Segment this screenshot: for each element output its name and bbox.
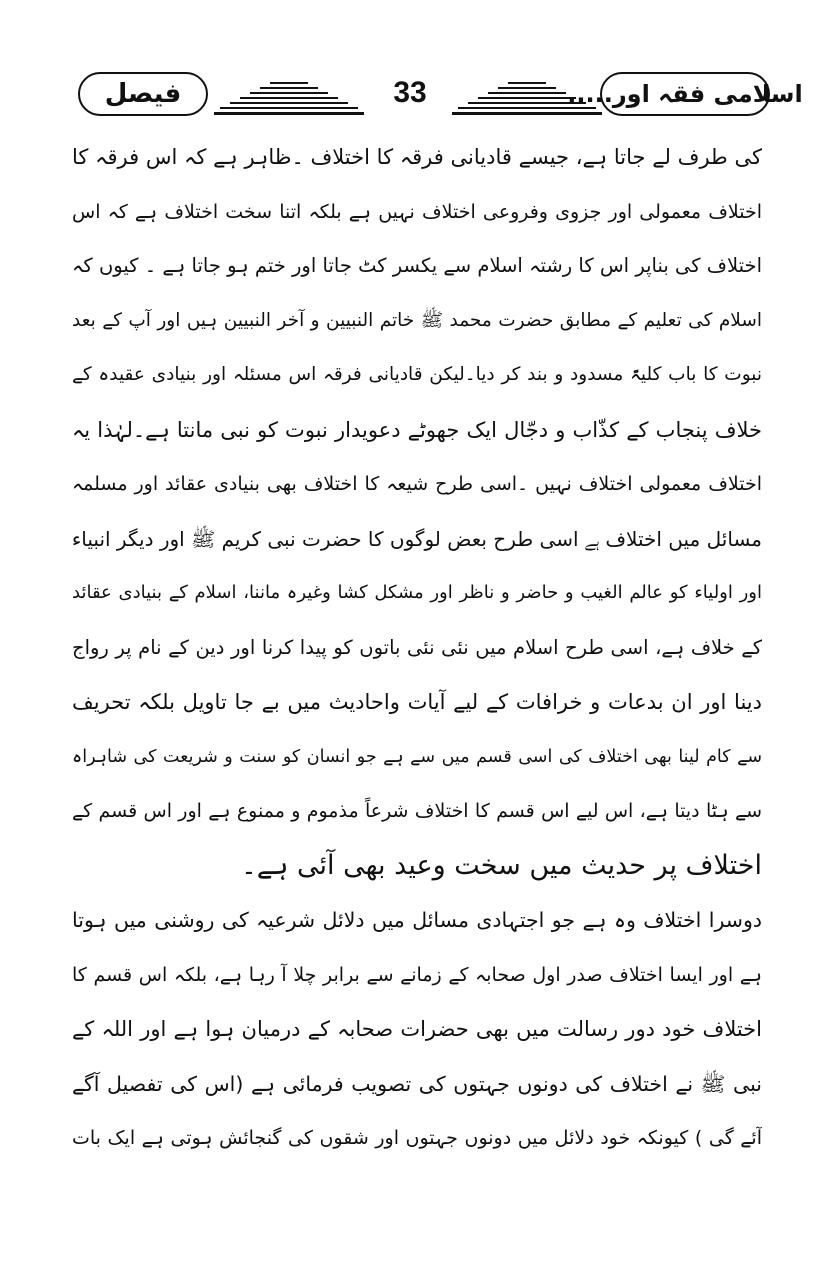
text-line: سے کام لینا بھی اختلاف کی اسی قسم میں سے ہے جو انسان کو سنت و شریعت کی شاہراہ [72,746,762,767]
text-line: کے خلاف ہے، اسی طرح اسلام میں نئی نئی باتوں کو پیدا کرنا اور دین کے نام پر رواج [72,635,762,659]
page-header [0,0,825,130]
text-line: آئے گی ) کیونکہ خود دلائل میں دونوں جہتوں اور شقوں کی گنجائش ہوتی ہے ایک بات [72,1127,762,1149]
text-line: دوسرا اختلاف وہ ہے جو اجتہادی مسائل میں دلائل شرعیہ کی روشنی میں ہوتا [72,908,762,932]
author-badge [78,72,208,116]
left-header-ornament [214,82,364,118]
paragraph [72,893,762,1166]
page-number: 33 [393,76,427,109]
text-line: مسائل میں اختلاف ہے اسی طرح بعض لوگوں کا حضرت نبی کریم ﷺ اور دیگر انبیاء [72,526,762,551]
text-line: اختلاف خود دور رسالت میں بھی حضرات صحابہ کے درمیان ہوا ہے اور اللہ کے [72,1017,762,1041]
author-badge-label: فیصل [104,79,182,109]
text-line: نبوت کا باب کلیۃً مسدود و بند کر دیا۔لیکن قادیانی فرقہ اس مسئلہ اور بنیادی عقیدہ کے [72,364,762,385]
text-line: کی طرف لے جاتا ہے، جیسے قادیانی فرقہ کا اختلاف ۔ظاہر ہے کہ اس فرقہ کا [72,145,762,169]
text-line: سے ہٹا دیتا ہے، اس لیے اس قسم کا اختلاف شرعاً مذموم و ممنوع ہے اور اس قسم کے [72,800,762,822]
book-title-label: اسلامی فقہ اور..... [567,80,803,108]
text-line: دینا اور ان بدعات و خرافات کے لیے آیات واحادیث میں بے جا تاویل بلکہ تحریف [72,690,762,714]
text-line: اختلاف معمولی اختلاف نہیں ۔اسی طرح شیعہ کا اختلاف بھی بنیادی عقائد اور مسلمہ [72,473,762,495]
text-line: اختلاف معمولی اور جزوی وفروعی اختلاف نہیں ہے بلکہ اتنا سخت اختلاف ہے کہ اس [72,200,762,223]
paragraph [72,130,762,893]
text-line: اسلام کی تعلیم کے مطابق حضرت محمد ﷺ خاتم النبیین و آخر النبیین ہیں اور آپ کے بعد [72,309,762,331]
book-title-badge [567,72,803,116]
text-line: اختلاف کی بناپر اس کا رشتہ اسلام سے یکسر کٹ جاتا اور ختم ہو جاتا ہے ۔ کیوں کہ [72,254,762,277]
text-line: ہے اور ایسا اختلاف صدر اول صحابہ کے زمانے سے برابر چلا آ رہا ہے، بلکہ اس قسم کا [72,963,762,986]
text-line: اور اولیاء کو عالم الغیب و حاضر و ناظر اور مشکل کشا وغیرہ ماننا، اسلام کے بنیادی عقائد [72,582,762,603]
text-line: نبی ﷺ نے اختلاف کی دونوں جہتوں کی تصویب فرمائی ہے (اس کی تفصیل آگے [72,1071,762,1096]
page-body [72,130,762,1166]
text-line: اختلاف پر حدیث میں سخت وعید بھی آئی ہے۔ [240,849,762,881]
text-line: خلاف پنجاب کے کذّاب و دجّال ایک جھوٹے دعویدار نبوت کو نبی مانتا ہے۔لہٰذا یہ [72,417,762,442]
